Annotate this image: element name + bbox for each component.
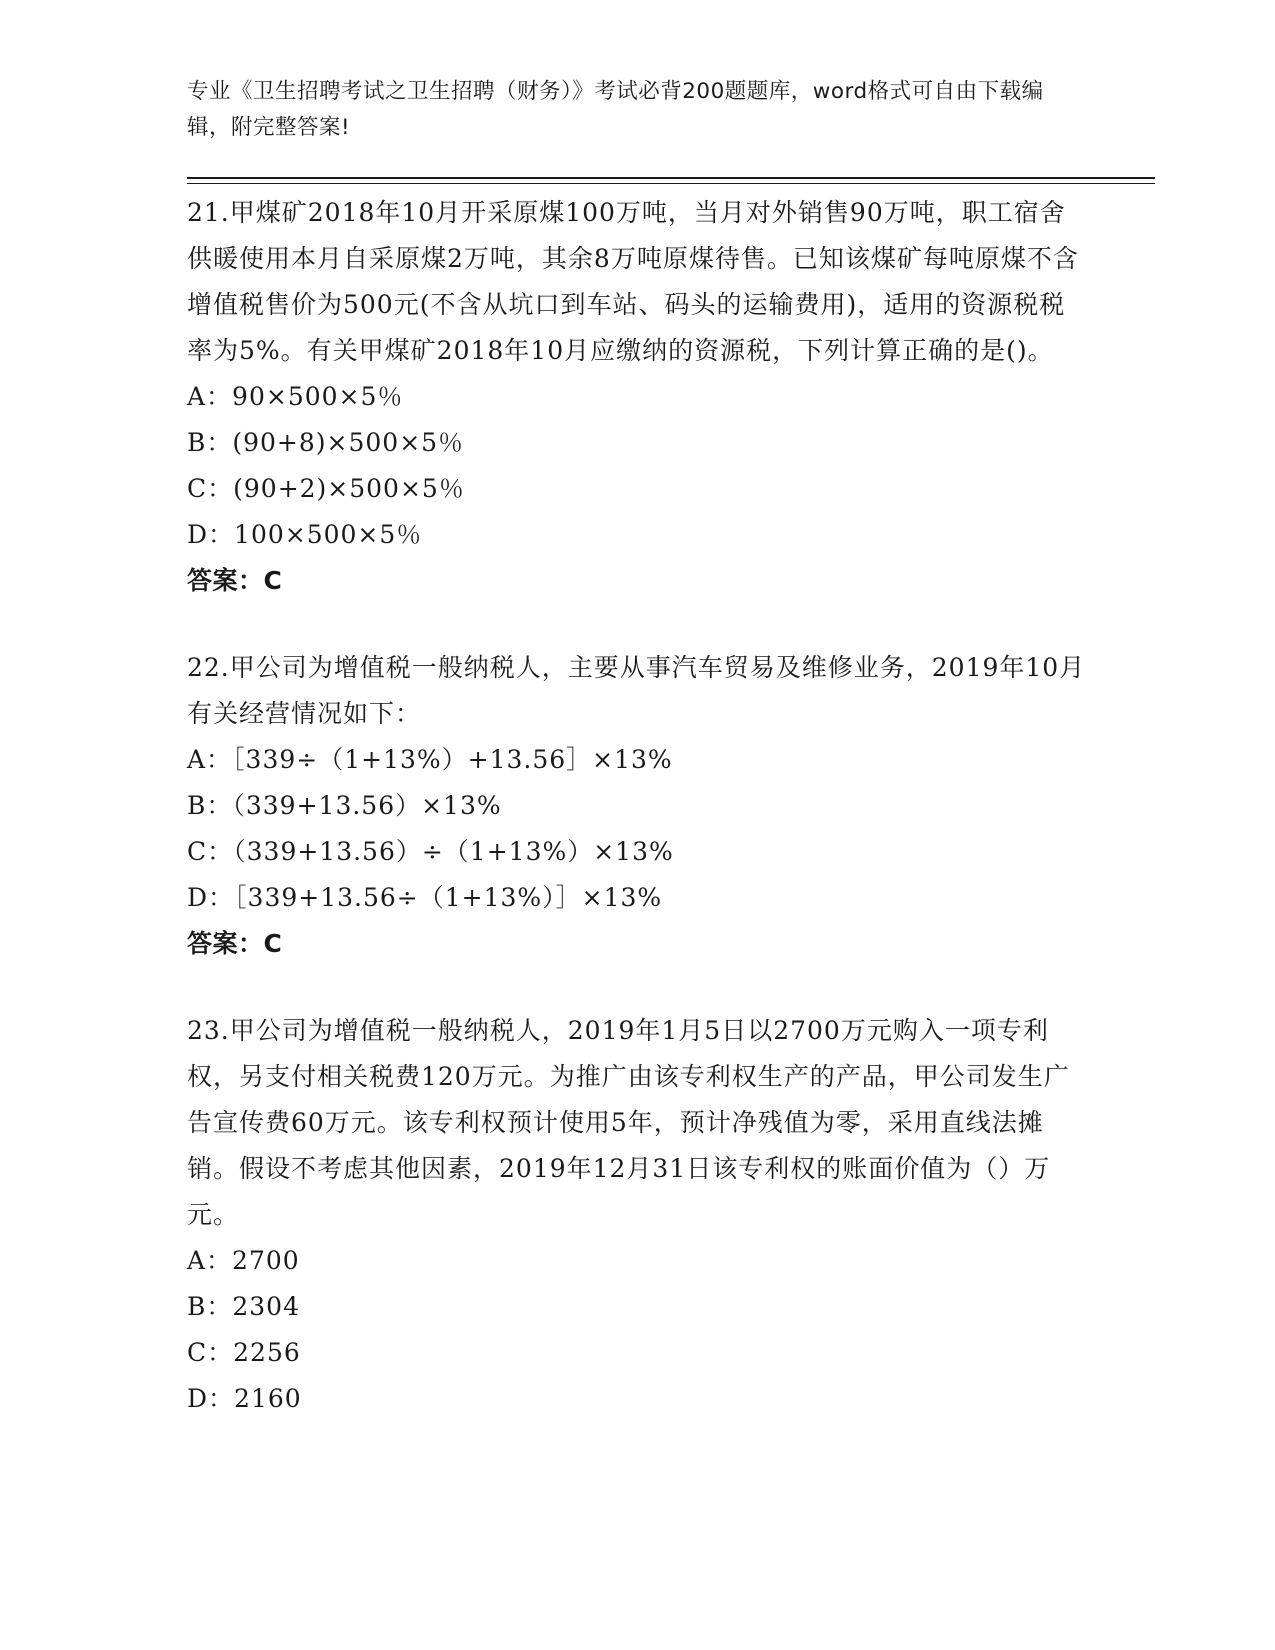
header-rule-thin (187, 183, 1155, 184)
option-b: B：2304 (187, 1292, 300, 1321)
option-d: D：2160 (187, 1384, 302, 1413)
option-c: C：(90+2)×500×5％ (187, 474, 465, 503)
option-a: A：90×500×5％ (187, 382, 404, 411)
option-b: B：（339+13.56）×13% (187, 791, 502, 820)
answer-line: 答案：C (187, 566, 283, 595)
option-c: C：2256 (187, 1338, 301, 1367)
header-rule-thick (187, 177, 1155, 179)
question-stem: 22.甲公司为增值税一般纳税人，主要从事汽车贸易及维修业务，2019年10月有关经营情况如下： (187, 653, 1086, 728)
option-d: D：［339+13.56÷（1+13%）］×13% (187, 883, 663, 912)
option-b: B：(90+8)×500×5％ (187, 428, 465, 457)
question-list (187, 190, 1087, 1463)
option-c: C：（339+13.56）÷（1+13%）×13% (187, 837, 674, 866)
question-stem: 23.甲公司为增值税一般纳税人，2019年1月5日以2700万元购入一项专利权，另支付相关税费120万元。为推广由该专利权生产的产品，甲公司发生广告宣传费60万元。该专利权预计使用5年，预计净残值为零，采用直线法摊销。假设不考虑其他因素，2019年12月31日该专利权的账面价值为（）万元。 (187, 1016, 1070, 1229)
option-a: A：2700 (187, 1246, 300, 1275)
question-21 (187, 190, 1087, 604)
option-d: D：100×500×5％ (187, 520, 423, 549)
question-stem: 21.甲煤矿2018年10月开采原煤100万吨，当月对外销售90万吨，职工宿舍供暖使用本月自采原煤2万吨，其余8万吨原煤待售。已知该煤矿每吨原煤不含增值税售价为500元(不含从坑口到车站、码头的运输费用)，适用的资源税税率为5%。有关甲煤矿2018年10月应缴纳的资源税，下列计算正确的是()。 (187, 198, 1079, 365)
question-22 (187, 645, 1087, 967)
document-header: 专业《卫生招聘考试之卫生招聘（财务）》考试必背200题题库，word格式可自由下载编辑，附完整答案! (187, 79, 1044, 140)
option-a: A：［339÷（1+13%）+13.56］×13% (187, 745, 673, 774)
answer-line: 答案：C (187, 929, 283, 958)
question-23 (187, 1008, 1087, 1422)
